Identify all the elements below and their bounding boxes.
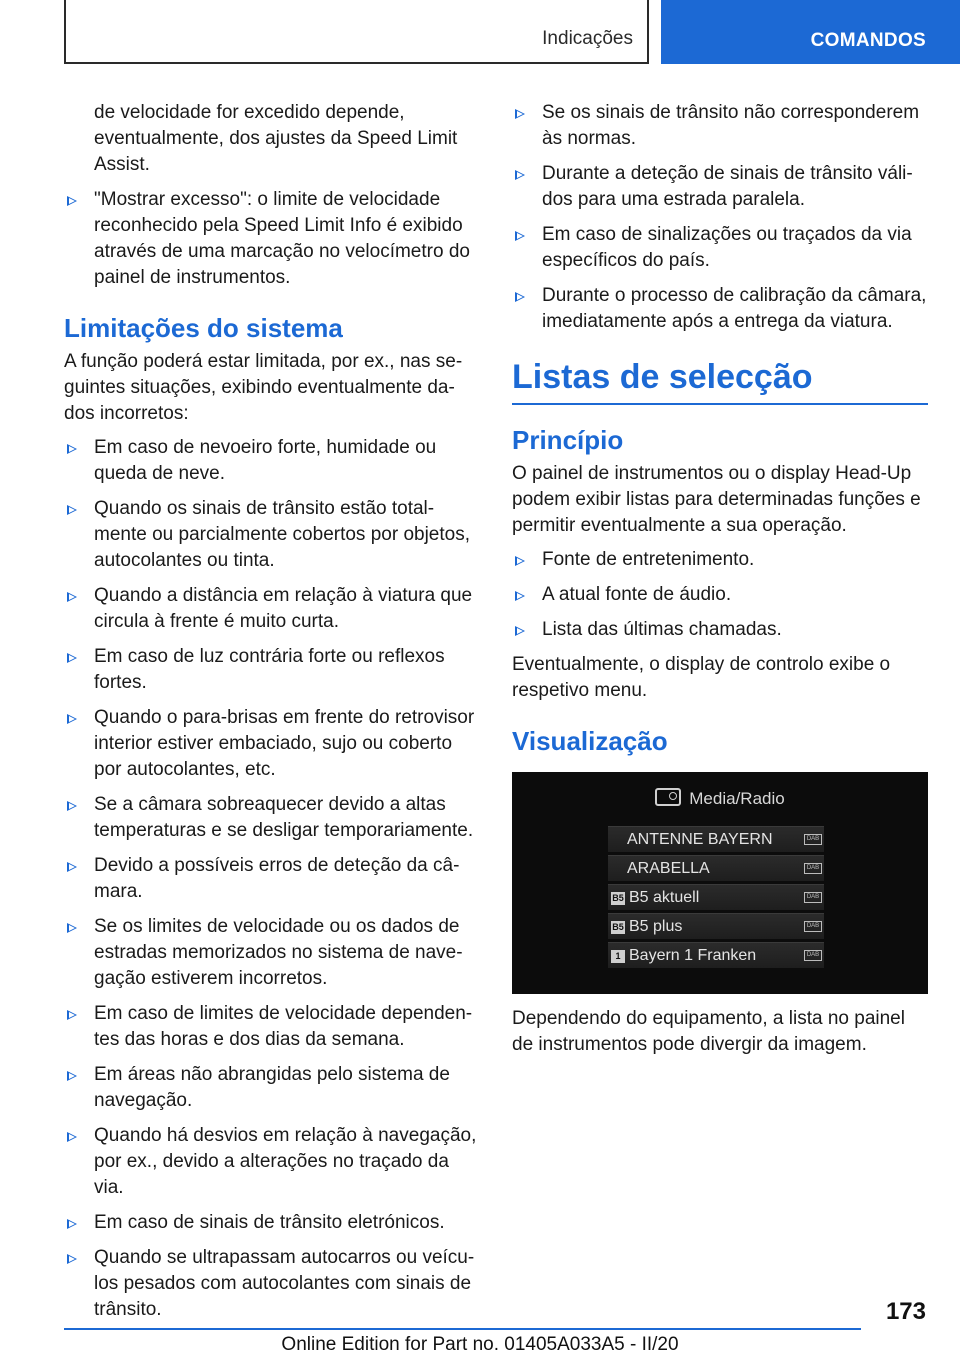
station-logo-icon: 1 <box>611 950 625 963</box>
image-caption: Dependendo do equipamento, a lista no painel de instrumentos pode divergir da imagem. <box>512 1008 905 1055</box>
station-row: ANTENNE BAYERN <box>608 826 824 852</box>
principle-after-text: Eventualmente, o display de controlo exibe o respetivo menu. <box>512 654 891 701</box>
list-item: Quando há desvios em relação à navegação, por ex., devido a alterações no traçado da via. <box>64 1123 478 1201</box>
left-column <box>64 100 478 1332</box>
list-item: Se os limites de velocidade ou os dados de estradas memorizados no sistema de navegação estiverem incorretos. <box>64 914 478 992</box>
bullet-list-top-left <box>64 187 478 291</box>
section-heading-display: Visualização <box>512 726 668 756</box>
station-row: ARABELLA <box>608 855 824 881</box>
triangle-bullet-icon <box>67 592 77 602</box>
continued-text: de velocidade for excedido depende, eventualmente, dos ajustes da Speed Limit Assist. <box>94 102 458 175</box>
triangle-bullet-icon <box>515 591 525 601</box>
triangle-bullet-icon <box>67 653 77 663</box>
triangle-bullet-icon <box>67 1010 77 1020</box>
triangle-bullet-icon <box>515 292 525 302</box>
header-chapter-box[interactable] <box>661 0 960 64</box>
list-item: Quando se ultrapassam autocarros ou veículos pesados com autocolantes com sinais de trânsito. <box>64 1245 478 1323</box>
principle-list <box>512 547 928 643</box>
list-item: Devido a possíveis erros de deteção da câmara. <box>64 853 478 905</box>
list-item: Em caso de nevoeiro forte, humidade ou queda de neve. <box>64 435 478 487</box>
list-item: Em caso de luz contrária forte ou reflexos fortes. <box>64 644 478 696</box>
section-heading-limitations: Limitações do sistema <box>64 313 343 343</box>
list-item: Quando os sinais de trânsito estão totalmente ou parcialmente cobertos por objetos, autocolantes ou tinta. <box>64 496 478 574</box>
header-section-title: Indicações <box>542 28 633 49</box>
list-item: Se a câmara sobreaquecer devido a altas temperaturas e se desligar temporariamente. <box>64 792 478 844</box>
dab-badge-icon: DAB <box>804 834 822 845</box>
screen-title: Media/Radio <box>512 788 928 809</box>
triangle-bullet-icon <box>67 1254 77 1264</box>
page-number: 173 <box>885 1298 926 1325</box>
triangle-bullet-icon <box>67 1132 77 1142</box>
list-item: Em áreas não abrangidas pelo sistema de navegação. <box>64 1062 478 1114</box>
dab-badge-icon: DAB <box>804 892 822 903</box>
list-item: Durante a deteção de sinais de trânsito válidos para uma estrada paralela. <box>512 161 928 213</box>
chapter-title-selection-lists: Listas de selecção <box>512 355 928 405</box>
radio-icon <box>655 788 681 806</box>
triangle-bullet-icon <box>67 1219 77 1229</box>
limitations-list <box>64 435 478 1323</box>
triangle-bullet-icon <box>67 862 77 872</box>
triangle-bullet-icon <box>67 1071 77 1081</box>
triangle-bullet-icon <box>67 923 77 933</box>
dab-badge-icon: DAB <box>804 921 822 932</box>
list-item: Em caso de limites de velocidade dependentes das horas e dos dias da semana. <box>64 1001 478 1053</box>
triangle-bullet-icon <box>67 714 77 724</box>
list-item: Lista das últimas chamadas. <box>512 617 928 643</box>
triangle-bullet-icon <box>67 505 77 515</box>
dab-badge-icon: DAB <box>804 950 822 961</box>
list-item: A atual fonte de áudio. <box>512 582 928 608</box>
list-item: Quando o para-brisas em frente do retrovisor interior estiver embaciado, sujo ou coberto por autocolantes, etc. <box>64 705 478 783</box>
triangle-bullet-icon <box>515 231 525 241</box>
right-column <box>512 100 928 1066</box>
principle-text: O painel de instrumentos ou o display Head-Up podem exibir listas para determinadas funções e permitir eventualmente a sua operação. <box>512 463 921 536</box>
header-chapter-title[interactable]: COMANDOS <box>810 30 926 51</box>
list-item: "Mostrar excesso": o limite de velocidade reconhecido pela Speed Limit Info é exibido através de uma marcação no velocímetro do painel de instrumentos. <box>64 187 478 291</box>
limitations-list-continued <box>512 100 928 335</box>
list-item: Fonte de entretenimento. <box>512 547 928 573</box>
list-item: Se os sinais de trânsito não corresponderem às normas. <box>512 100 928 152</box>
header-section-box <box>64 0 649 64</box>
triangle-bullet-icon <box>515 109 525 119</box>
list-item: Durante o processo de calibração da câmara, imediatamente após a entrega da viatura. <box>512 283 928 335</box>
triangle-bullet-icon <box>515 170 525 180</box>
footer-edition-text[interactable]: Online Edition for Part no. 01405A033A5 - II/20 <box>281 1334 679 1355</box>
section-heading-principle: Princípio <box>512 425 624 455</box>
station-row: B5 B5 aktuell <box>608 884 824 910</box>
station-row: B5 B5 plus <box>608 913 824 939</box>
list-item: Quando a distância em relação à viatura que circula à frente é muito curta. <box>64 583 478 635</box>
station-row: 1 Bayern 1 Franken <box>608 942 824 968</box>
triangle-bullet-icon <box>515 556 525 566</box>
triangle-bullet-icon <box>67 801 77 811</box>
limitations-intro: A função poderá estar limitada, por ex., nas seguintes situações, exibindo eventualmente dados incorretos: <box>64 351 463 424</box>
dab-badge-icon: DAB <box>804 863 822 874</box>
station-logo-icon: B5 <box>612 922 624 932</box>
media-radio-screen-image <box>512 772 928 994</box>
list-item: Em caso de sinais de trânsito eletrónicos. <box>64 1210 478 1236</box>
station-logo-icon: B5 <box>612 893 624 903</box>
list-item: Em caso de sinalizações ou traçados da via específicos do país. <box>512 222 928 274</box>
triangle-bullet-icon <box>67 444 77 454</box>
triangle-bullet-icon <box>67 196 77 206</box>
triangle-bullet-icon <box>515 626 525 636</box>
footer-divider <box>64 1328 861 1330</box>
